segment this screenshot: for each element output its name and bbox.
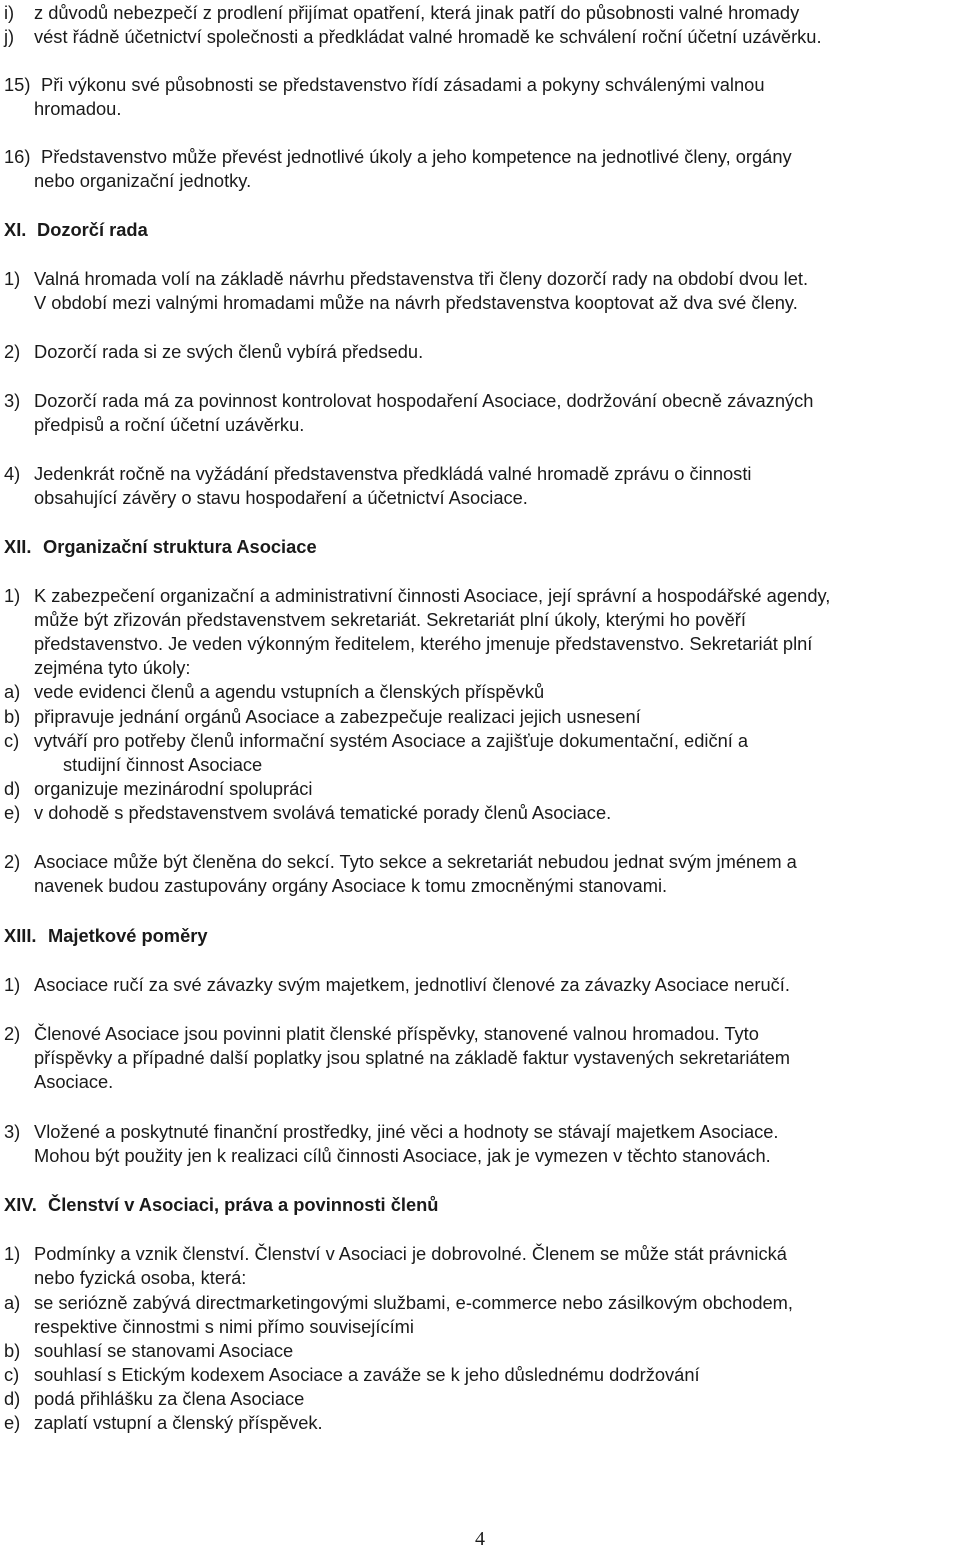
item-text: Asociace může být členěna do sekcí. Tyto sekce a sekretariát nebudou jednat svým jménem a [34,851,797,872]
page-number: 4 [475,1528,485,1550]
item-text: zaplatí vstupní a členský příspěvek. [34,1412,323,1433]
item-number: e) [4,1412,21,1433]
item-text: organizuje mezinárodní spolupráci [34,778,313,799]
item-number: 2) [4,341,21,362]
section-title: Organizační struktura Asociace [43,536,317,557]
item-text: z důvodů nebezpečí z prodlení přijímat opatření, která jinak patří do působnosti valné hromady [34,2,800,23]
section-title: Dozorčí rada [37,219,148,240]
item-text: může být zřizován představenstvem sekretariát. Sekretariát plní úkoly, kterými ho pověří [34,609,746,630]
item-text: Při výkonu své působnosti se představenstvo řídí zásadami a pokyny schválenými valnou [41,74,765,95]
item-number: a) [4,681,21,702]
item-text: respektive činnostmi s nimi přímo souvisejícími [34,1316,414,1337]
item-text: souhlasí se stanovami Asociace [34,1340,294,1361]
item-text: se seriózně zabývá directmarketingovými službami, e-commerce nebo zásilkovým obchodem, [34,1292,793,1313]
item-text: hromadou. [34,98,122,119]
section-title: Majetkové poměry [48,925,208,946]
section-number: XIV. [4,1194,37,1215]
item-text: vést řádně účetnictví společnosti a předkládat valné hromadě ke schválení roční účetní uzávěrku. [34,26,822,47]
item-text: nebo fyzická osoba, která: [34,1267,247,1288]
item-text: V období mezi valnými hromadami může na návrh představenstva kooptovat až dva své členy. [34,292,798,313]
item-text: navenek budou zastupovány orgány Asociace k tomu zmocněnými stanovami. [34,875,668,896]
item-number: 15) [4,74,31,95]
item-number: 1) [4,1243,21,1264]
item-text: Podmínky a vznik členství. Členství v Asociaci je dobrovolné. Členem se může stát právnická [34,1243,787,1264]
item-number: d) [4,778,21,799]
item-text: Valná hromada volí na základě návrhu představenstva tři členy dozorčí rady na období dvou let. [34,268,809,289]
item-number: e) [4,802,21,823]
item-text: představenstvo. Je veden výkonným ředitelem, kterého jmenuje představenstvo. Sekretariát plní [34,633,813,654]
item-number: 1) [4,585,21,606]
item-text: obsahující závěry o stavu hospodaření a účetnictví Asociace. [34,487,528,508]
item-text: vytváří pro potřeby členů informační systém Asociace a zajišťuje dokumentační, ediční a [34,730,749,751]
item-text: Asociace. [34,1071,114,1092]
item-number: 16) [4,146,31,167]
item-text: Dozorčí rada si ze svých členů vybírá předsedu. [34,341,424,362]
item-text: předpisů a roční účetní uzávěrku. [34,414,305,435]
item-number: a) [4,1292,21,1313]
item-number: 3) [4,1121,21,1142]
item-number: 2) [4,1023,21,1044]
item-number: 1) [4,268,21,289]
section-number: XI. [4,219,27,240]
item-number: b) [4,706,21,727]
item-text: nebo organizační jednotky. [34,170,252,191]
item-text: Dozorčí rada má za povinnost kontrolovat hospodaření Asociace, dodržování obecně závazných [34,390,814,411]
item-text: Členové Asociace jsou povinni platit členské příspěvky, stanovené valnou hromadou. Tyto [34,1023,759,1044]
item-number: 2) [4,851,21,872]
section-number: XII. [4,536,32,557]
item-text: podá přihlášku za člena Asociace [34,1388,305,1409]
item-text: studijní činnost Asociace [63,754,263,775]
section-title: Členství v Asociaci, práva a povinnosti členů [48,1194,439,1215]
item-text: Jedenkrát ročně na vyžádání představenstva předkládá valné hromadě zprávu o činnosti [34,463,752,484]
item-number: b) [4,1340,21,1361]
item-text: K zabezpečení organizační a administrativní činnosti Asociace, její správní a hospodářské agendy, [34,585,831,606]
item-text: Představenstvo může převést jednotlivé úkoly a jeho kompetence na jednotlivé členy, orgány [41,146,792,167]
item-text: Vložené a poskytnuté finanční prostředky, jiné věci a hodnoty se stávají majetkem Asociace. [34,1121,779,1142]
section-number: XIII. [4,925,37,946]
item-text: vede evidenci členů a agendu vstupních a členských příspěvků [34,681,545,702]
item-number: j) [4,26,15,47]
item-text: souhlasí s Etickým kodexem Asociace a zaváže se k jeho důslednému dodržování [34,1364,700,1385]
item-text: v dohodě s představenstvem svolává tematické porady členů Asociace. [34,802,612,823]
item-number: 1) [4,974,21,995]
item-text: Mohou být použity jen k realizaci cílů činnosti Asociace, jak je vymezen v těchto stanovách. [34,1145,771,1166]
item-text: Asociace ručí za své závazky svým majetkem, jednotliví členové za závazky Asociace neručí. [34,974,790,995]
item-number: d) [4,1388,21,1409]
item-number: 4) [4,463,21,484]
item-number: i) [4,2,15,23]
item-text: zejména tyto úkoly: [34,657,191,678]
item-number: 3) [4,390,21,411]
item-number: c) [4,730,20,751]
item-text: připravuje jednání orgánů Asociace a zabezpečuje realizaci jejich usnesení [34,706,641,727]
item-text: příspěvky a případné další poplatky jsou splatné na základě faktur vystavených sekretariátem [34,1047,791,1068]
item-number: c) [4,1364,20,1385]
